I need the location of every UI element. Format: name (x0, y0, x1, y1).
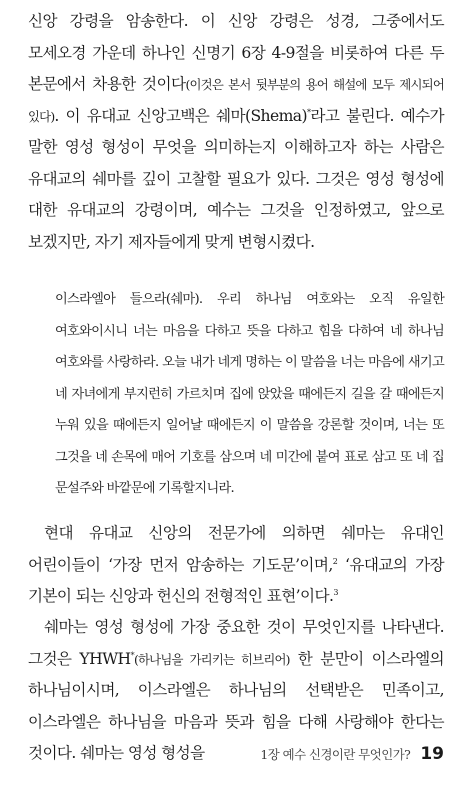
paragraph-1-text: 신앙 강령을 암송한다. 이 신앙 강령은 성경, 그중에서도 모세오경 가운데 하나인 신명기 6장 4-9절을 비롯하여 다른 두 본문에서 차용한 것이다 (28, 12, 444, 93)
paragraph-1-aside: (이것은 본서 뒷부분의 용어 해설에 모두 제시되어 있다) (28, 77, 444, 124)
paragraph-2-text-cont: ‘유대교의 가장 기본이 되는 신앙과 헌신의 전형적인 표현’이다. (28, 555, 445, 605)
running-head: 1장 예수 신경이란 무엇인가? (260, 747, 411, 762)
paragraph-3-text-end: 한 분만이 이스라엘의 하나님이시며, 이스라엘은 하나님의 선택받은 민족이고, 이스라엘은 하나님을 마음과 뜻과 힘을 다해 사랑해야 한다는 것이다. 쉐마는 영성 형성을 (28, 649, 445, 762)
scripture-quote (55, 284, 444, 505)
paragraph-1-text-cont: . 이 유대교 신앙고백은 쉐마(Shema) (54, 106, 307, 125)
paragraph-3-aside: (하나님을 가리키는 히브리어) (133, 651, 290, 667)
footnote-marker-2: 2 (332, 556, 338, 566)
scripture-quote-text: 이스라엘아 들으라(쉐마). 우리 하나님 여호와는 오직 유일한 여호와이시니 너는 마음을 다하고 뜻을 다하고 힘을 다하여 네 하나님 여호와를 사랑하라. 오늘 내가 네게 명하는 이 말씀을 너는 마음에 새기고 네 자녀에게 부지런히 가르치며 집에 앉았을 때에든지 길을 갈 때에든지 누워 있을 때에든지 일어날 때에든지 이 말씀을 강론할 것이며, 너는 또 그것을 네 손목에 매어 기호를 삼으며 네 미간에 붙여 표로 삼고 또 네 집 문설주와 바깥문에 기록할지니라. (55, 292, 444, 496)
paragraph-2-text: 현대 유대교 신앙의 전문가에 의하면 쉐마는 유대인 어린이들이 ‘가장 먼저 암송하는 기도문’이며, (28, 524, 444, 574)
paragraph-2 (28, 518, 444, 613)
page-number: 19 (420, 744, 444, 764)
glossary-marker: * (130, 650, 134, 660)
page-footer (260, 744, 444, 764)
glossary-marker: * (306, 107, 311, 117)
paragraph-1-text-end: 라고 불린다. 예수가 말한 영성 형성이 무엇을 의미하는지 이해하고자 하는 사람은 유대교의 쉐마를 깊이 고찰할 필요가 있다. 그것은 영성 형성에 대한 유대교의 강령이며, 예수는 그것을 인정하였고, 앞으로 보겠지만, 자기 제자들에게 맞게 변형시켰다. (28, 106, 445, 251)
paragraph-3-text: 쉐마는 영성 형성에 가장 중요한 것이 무엇인지를 나타낸다. 그것은 YHWH (28, 618, 444, 668)
paragraph-1 (28, 6, 444, 258)
footnote-marker-3: 3 (333, 588, 338, 597)
